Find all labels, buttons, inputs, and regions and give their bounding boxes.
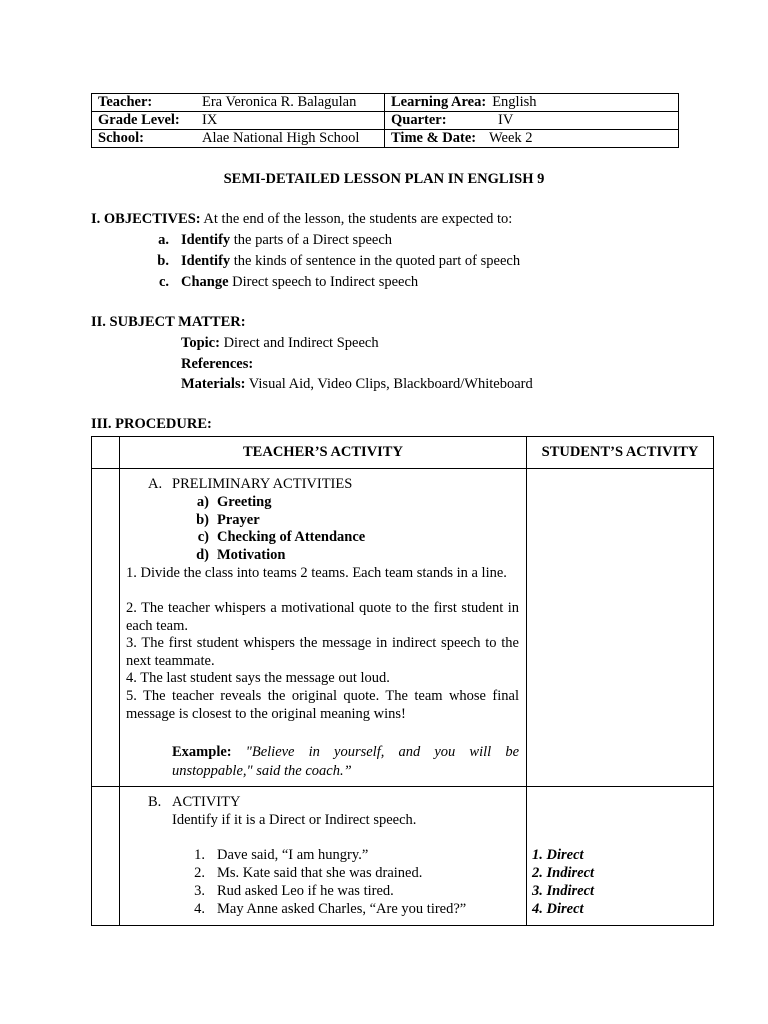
- objectives-heading: I. OBJECTIVES:: [91, 211, 201, 227]
- quarter-value: IV: [498, 112, 514, 128]
- activity-item: Rud asked Leo if he was tired.: [217, 883, 394, 899]
- quarter-cell: Quarter: IV: [385, 112, 679, 130]
- student-answer: 2. Indirect: [532, 865, 595, 881]
- school-value: Alae National High School: [202, 130, 360, 146]
- school-cell: School: Alae National High School: [92, 130, 385, 148]
- references-label: References:: [181, 356, 254, 372]
- sub-motivation: Motivation: [217, 547, 286, 563]
- topic-value: Direct and Indirect Speech: [223, 335, 379, 351]
- student-answer: 3. Indirect: [532, 883, 595, 899]
- time-date-cell: Time & Date: Week 2: [385, 130, 679, 148]
- motivation-step: 1. Divide the class into teams 2 teams. Each team stands in a line.: [126, 565, 507, 581]
- teacher-name: Era Veronica R. Balagulan: [202, 94, 357, 110]
- motivation-step: 5. The teacher reveals the original quote. The team whose final message is closest to the original meaning wins!: [126, 688, 519, 722]
- student-answer: 4. Direct: [532, 901, 584, 917]
- materials-line: Materials: Visual Aid, Video Clips, Blackboard/Whiteboard: [181, 376, 533, 392]
- motivation-step: 2. The teacher whispers a motivational quote to the first student in each team.: [126, 600, 519, 634]
- objectives-intro: At the end of the lesson, the students are expected to:: [203, 211, 513, 227]
- teacher-activity-header: TEACHER’S ACTIVITY: [243, 444, 403, 460]
- lesson-info-table: [91, 93, 679, 148]
- activity-instruction: Identify if it is a Direct or Indirect speech.: [172, 812, 417, 828]
- grade-cell: Grade Level: IX: [92, 112, 385, 130]
- student-answer: 1. Direct: [532, 847, 584, 863]
- objectives-line: [91, 211, 512, 228]
- prelim-heading: PRELIMINARY ACTIVITIES: [172, 476, 353, 492]
- teacher-cell: Teacher: Era Veronica R. Balagulan: [92, 94, 385, 112]
- procedure-table: TEACHER’S ACTIVITY STUDENT’S ACTIVITY A. PRELIMINARY ACTIVITIES a) Greeting b) Prayer c) Checking of Attendance d) Motivation 1. Divide the class into teams 2 teams. Each team stands in a line. 2. The teacher whispers a motivational quote to the first student in each team. 3. The first student whispers the message in indirect speech to the next teammate. 4. The last student says the message out loud. 5. The teacher reveals the original quote. The team whose final message is closest to the original meaning wins! Example: "Believe in yourself, and you will be unstoppable," said the coach.” B. ACTIVITY Identify if it is a Direct or Indirect speech. 1. Dave said, “I am hungry.” 2. Ms. Kate said that she was drained. 3. Rud asked Leo if he was tired. 4. May Anne asked Charles, “Are you tired?” 1. Direct 2. Indirect 3. Indirect 4. Direct: [91, 436, 714, 926]
- prelim-letter: A.: [148, 476, 163, 492]
- activity-item: Dave said, “I am hungry.”: [217, 847, 369, 863]
- motivation-step: 4. The last student says the message out loud.: [126, 670, 390, 686]
- motivation-example: Example: "Believe in yourself, and you will be unstoppable," said the coach.”: [172, 744, 520, 779]
- student-activity-header: STUDENT’S ACTIVITY: [541, 444, 699, 460]
- procedure-heading: III. PROCEDURE:: [91, 416, 212, 432]
- materials-value: Visual Aid, Video Clips, Blackboard/Whiteboard: [248, 376, 533, 392]
- time-date-value: Week 2: [489, 130, 533, 146]
- activity-item: May Anne asked Charles, “Are you tired?”: [217, 901, 467, 917]
- grade-value: IX: [202, 112, 218, 128]
- learning-area-value: English: [492, 94, 537, 110]
- page-title: SEMI-DETAILED LESSON PLAN IN ENGLISH 9: [223, 171, 545, 187]
- sub-prayer: Prayer: [217, 512, 260, 528]
- learning-area-cell: Learning Area: English: [385, 94, 679, 112]
- subject-matter-heading: II. SUBJECT MATTER:: [91, 314, 246, 330]
- activity-heading: ACTIVITY: [172, 794, 241, 810]
- motivation-step: 3. The first student whispers the message in indirect speech to the next teammate.: [126, 635, 519, 669]
- sub-attendance: Checking of Attendance: [217, 529, 366, 545]
- sub-greeting: Greeting: [217, 494, 272, 510]
- activity-letter: B.: [148, 794, 162, 810]
- topic-line: Topic: Direct and Indirect Speech: [181, 335, 379, 351]
- activity-item: Ms. Kate said that she was drained.: [217, 865, 423, 881]
